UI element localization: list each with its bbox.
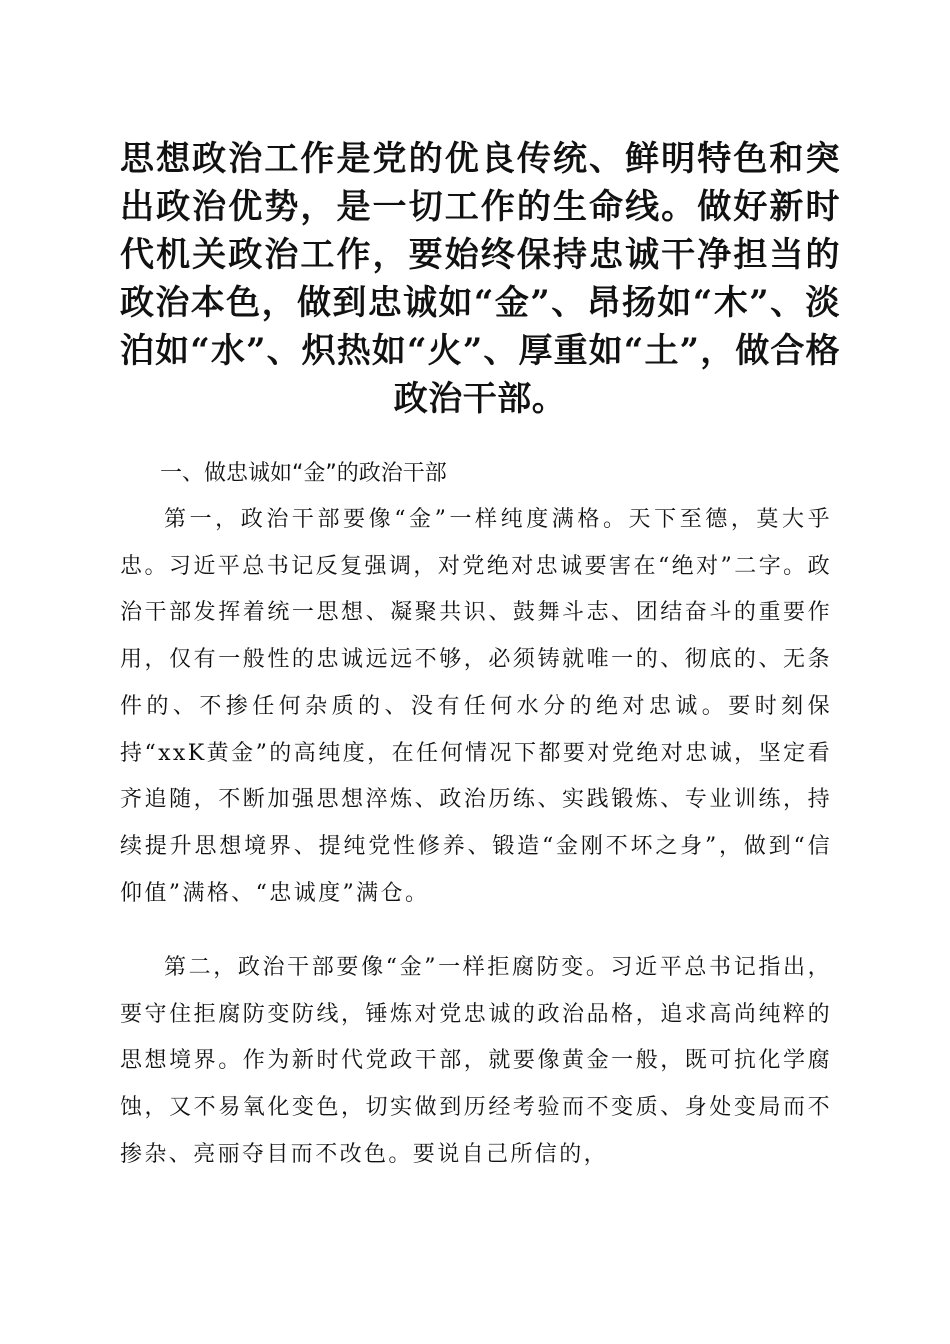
title-text: 思想政治工作是党的优良传统、鲜明特色和突出政治优势，是一切工作的生命线。做好新时代机关政治工作，要始终保持忠诚干净担当的政治本色，做到忠诚如“金”、昂扬如“木”、淡泊如“水”、炽热如“火”、厚重如“土”，做合格政治干部。	[120, 139, 840, 419]
paragraph-1: 第一，政治干部要像“金”一样纯度满格。天下至德，莫大乎忠。习近平总书记反复强调，对党绝对忠诚要害在“绝对”二字。政治干部发挥着统一思想、凝聚共识、鼓舞斗志、团结奋斗的重要作用，仅有一般性的忠诚远远不够，必须铸就唯一的、彻底的、无条件的、不掺任何杂质的、没有任何水分的绝对忠诚。要时刻保持“xxK黄金”的高纯度，在任何情况下都要对党绝对忠诚，坚定看齐追随，不断加强思想淬炼、政治历练、实践锻炼、专业训练，持续提升思想境界、提纯党性修养、锻造“金刚不坏之身”，做到“信仰值”满格、“忠诚度”满仓。	[120, 507, 832, 906]
section-heading: 一、做忠诚如“金”的政治干部	[160, 461, 447, 486]
document-title	[120, 135, 840, 423]
paragraph-2: 第二，政治干部要像“金”一样拒腐防变。习近平总书记指出，要守住拒腐防变防线，锤炼对党忠诚的政治品格，追求高尚纯粹的思想境界。作为新时代党政干部，就要像黄金一般，既可抗化学腐蚀，又不易氧化变色，切实做到历经考验而不变质、身处变局而不掺杂、亮丽夺目而不改色。要说自己所信的，	[120, 955, 832, 1167]
